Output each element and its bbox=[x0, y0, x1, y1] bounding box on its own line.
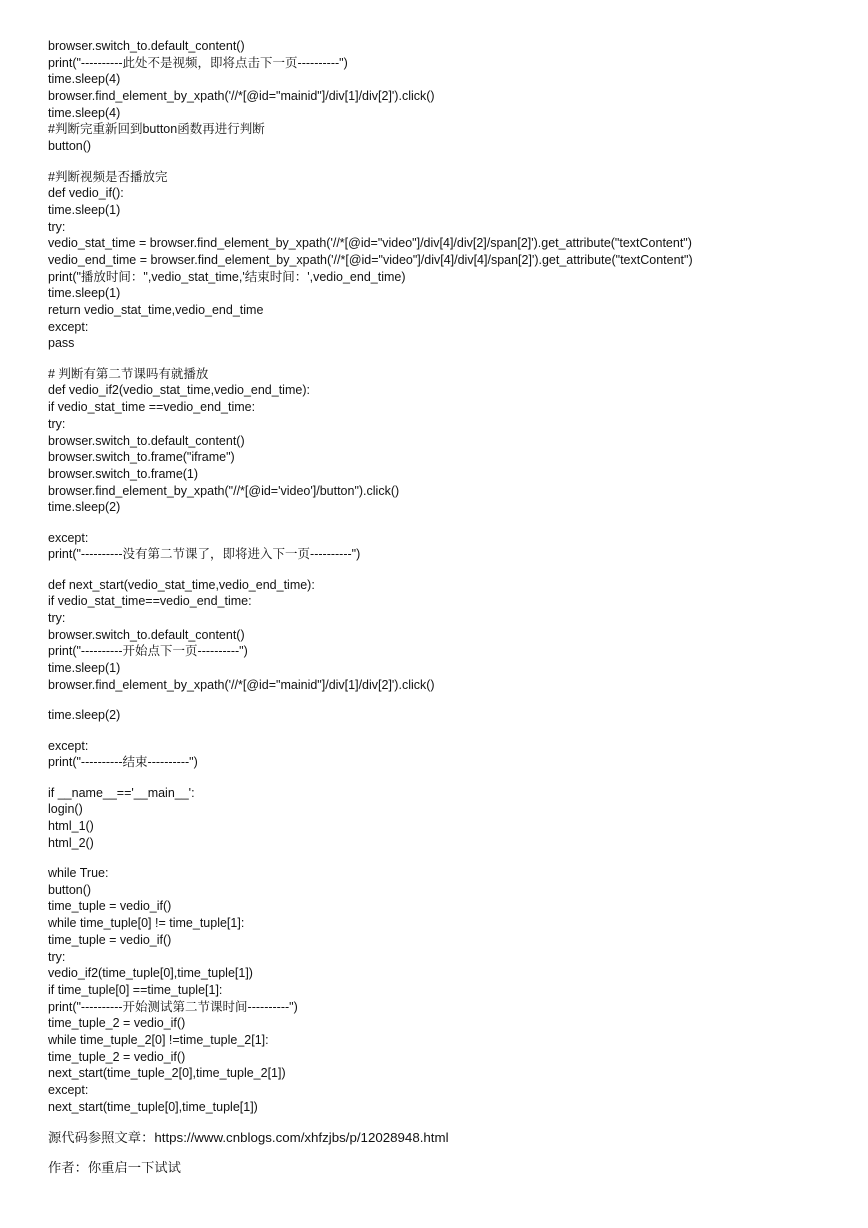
code-line: login() bbox=[48, 802, 83, 817]
code-line: if __name__=='__main__': bbox=[48, 785, 195, 800]
code-line: pass bbox=[48, 336, 75, 351]
code-line: vedio_if2(time_tuple[0],time_tuple[1]) bbox=[48, 966, 253, 981]
author-line: 作者：你重启一下试试 bbox=[48, 1160, 181, 1176]
code-line: browser.switch_to.frame(1) bbox=[48, 466, 199, 481]
code-line: time_tuple = vedio_if() bbox=[48, 932, 172, 947]
code-block bbox=[48, 38, 848, 155]
code-line: def vedio_if(): bbox=[48, 186, 124, 201]
code-block bbox=[48, 785, 848, 852]
code-line: time_tuple = vedio_if() bbox=[48, 899, 172, 914]
code-line: print("----------没有第二节课了，即将进入下一页----------") bbox=[48, 547, 361, 562]
code-block bbox=[48, 577, 848, 694]
code-line: try: bbox=[48, 219, 66, 234]
code-block bbox=[48, 169, 848, 353]
code-line: print("播放时间：",vedio_stat_time,'结束时间：',vedio_end_time) bbox=[48, 269, 406, 284]
code-line: time.sleep(2) bbox=[48, 500, 121, 515]
code-line: while True: bbox=[48, 866, 109, 881]
code-block bbox=[48, 865, 848, 1115]
code-block bbox=[48, 738, 848, 771]
code-line: if vedio_stat_time==vedio_end_time: bbox=[48, 594, 252, 609]
code-line: next_start(time_tuple_2[0],time_tuple_2[1]) bbox=[48, 1066, 286, 1081]
code-line: time.sleep(4) bbox=[48, 105, 121, 120]
code-line: time.sleep(1) bbox=[48, 661, 121, 676]
code-line: html_1() bbox=[48, 819, 94, 833]
code-line: time.sleep(2) bbox=[48, 708, 121, 723]
code-line: next_start(time_tuple[0],time_tuple[1]) bbox=[48, 1099, 258, 1114]
code-line: vedio_stat_time = browser.find_element_by_xpath('//*[@id="video"]/div[4]/div[2]/span[2]').get_attribute("textContent") bbox=[48, 236, 692, 251]
code-line: html_2() bbox=[48, 835, 94, 850]
code-line: button() bbox=[48, 139, 92, 154]
code-line: vedio_end_time = browser.find_element_by_xpath('//*[@id="video"]/div[4]/div[4]/span[2]').get_attribute("textContent") bbox=[48, 252, 693, 267]
code-line: time_tuple_2 = vedio_if() bbox=[48, 1049, 186, 1064]
code-line: #判断完重新回到button函数再进行判断 bbox=[48, 122, 265, 137]
code-line: browser.switch_to.default_content() bbox=[48, 39, 245, 53]
code-line: #判断视频是否播放完 bbox=[48, 169, 168, 184]
code-line: print("----------此处不是视频，即将点击下一页----------") bbox=[48, 55, 348, 70]
code-line: while time_tuple_2[0] !=time_tuple_2[1]: bbox=[48, 1032, 269, 1047]
code-line: def vedio_if2(vedio_stat_time,vedio_end_time): bbox=[48, 383, 310, 398]
code-line: def next_start(vedio_stat_time,vedio_end_time): bbox=[48, 577, 315, 592]
code-line: time_tuple_2 = vedio_if() bbox=[48, 1016, 186, 1031]
code-line: return vedio_stat_time,vedio_end_time bbox=[48, 303, 264, 317]
code-block bbox=[48, 530, 848, 563]
code-line: time.sleep(4) bbox=[48, 72, 121, 87]
code-line: time.sleep(1) bbox=[48, 286, 121, 301]
document-page bbox=[48, 38, 848, 1189]
code-line: browser.find_element_by_xpath('//*[@id="mainid"]/div[1]/div[2]').click() bbox=[48, 89, 435, 104]
code-line: time.sleep(1) bbox=[48, 202, 121, 217]
code-line: try: bbox=[48, 611, 66, 626]
code-line: browser.switch_to.default_content() bbox=[48, 627, 245, 642]
code-block bbox=[48, 366, 848, 516]
source-reference: 源代码参照文章：https://www.cnblogs.com/xhfzjbs/p/12028948.html bbox=[48, 1130, 449, 1146]
code-line: browser.find_element_by_xpath("//*[@id='video']/button").click() bbox=[48, 483, 400, 498]
code-line: while time_tuple[0] != time_tuple[1]: bbox=[48, 916, 245, 931]
code-line: print("----------开始测试第二节课时间----------") bbox=[48, 999, 298, 1014]
code-line: browser.switch_to.frame("iframe") bbox=[48, 450, 235, 465]
code-line: if vedio_stat_time ==vedio_end_time: bbox=[48, 400, 256, 415]
code-line: print("----------结束----------") bbox=[48, 755, 198, 770]
document-footer bbox=[48, 1129, 848, 1176]
code-block bbox=[48, 707, 848, 724]
code-line: except: bbox=[48, 1083, 89, 1097]
code-line: button() bbox=[48, 882, 92, 897]
code-line: except: bbox=[48, 530, 89, 545]
code-line: except: bbox=[48, 319, 89, 334]
code-line: try: bbox=[48, 949, 66, 964]
code-line: print("----------开始点下一页----------") bbox=[48, 644, 248, 659]
code-line: browser.find_element_by_xpath('//*[@id="mainid"]/div[1]/div[2]').click() bbox=[48, 677, 435, 692]
code-line: # 判断有第二节课吗有就播放 bbox=[48, 366, 209, 381]
code-line: if time_tuple[0] ==time_tuple[1]: bbox=[48, 982, 223, 997]
code-line: browser.switch_to.default_content() bbox=[48, 433, 245, 448]
code-line: except: bbox=[48, 738, 89, 753]
code-line: try: bbox=[48, 416, 66, 431]
code-listing bbox=[48, 38, 848, 1115]
